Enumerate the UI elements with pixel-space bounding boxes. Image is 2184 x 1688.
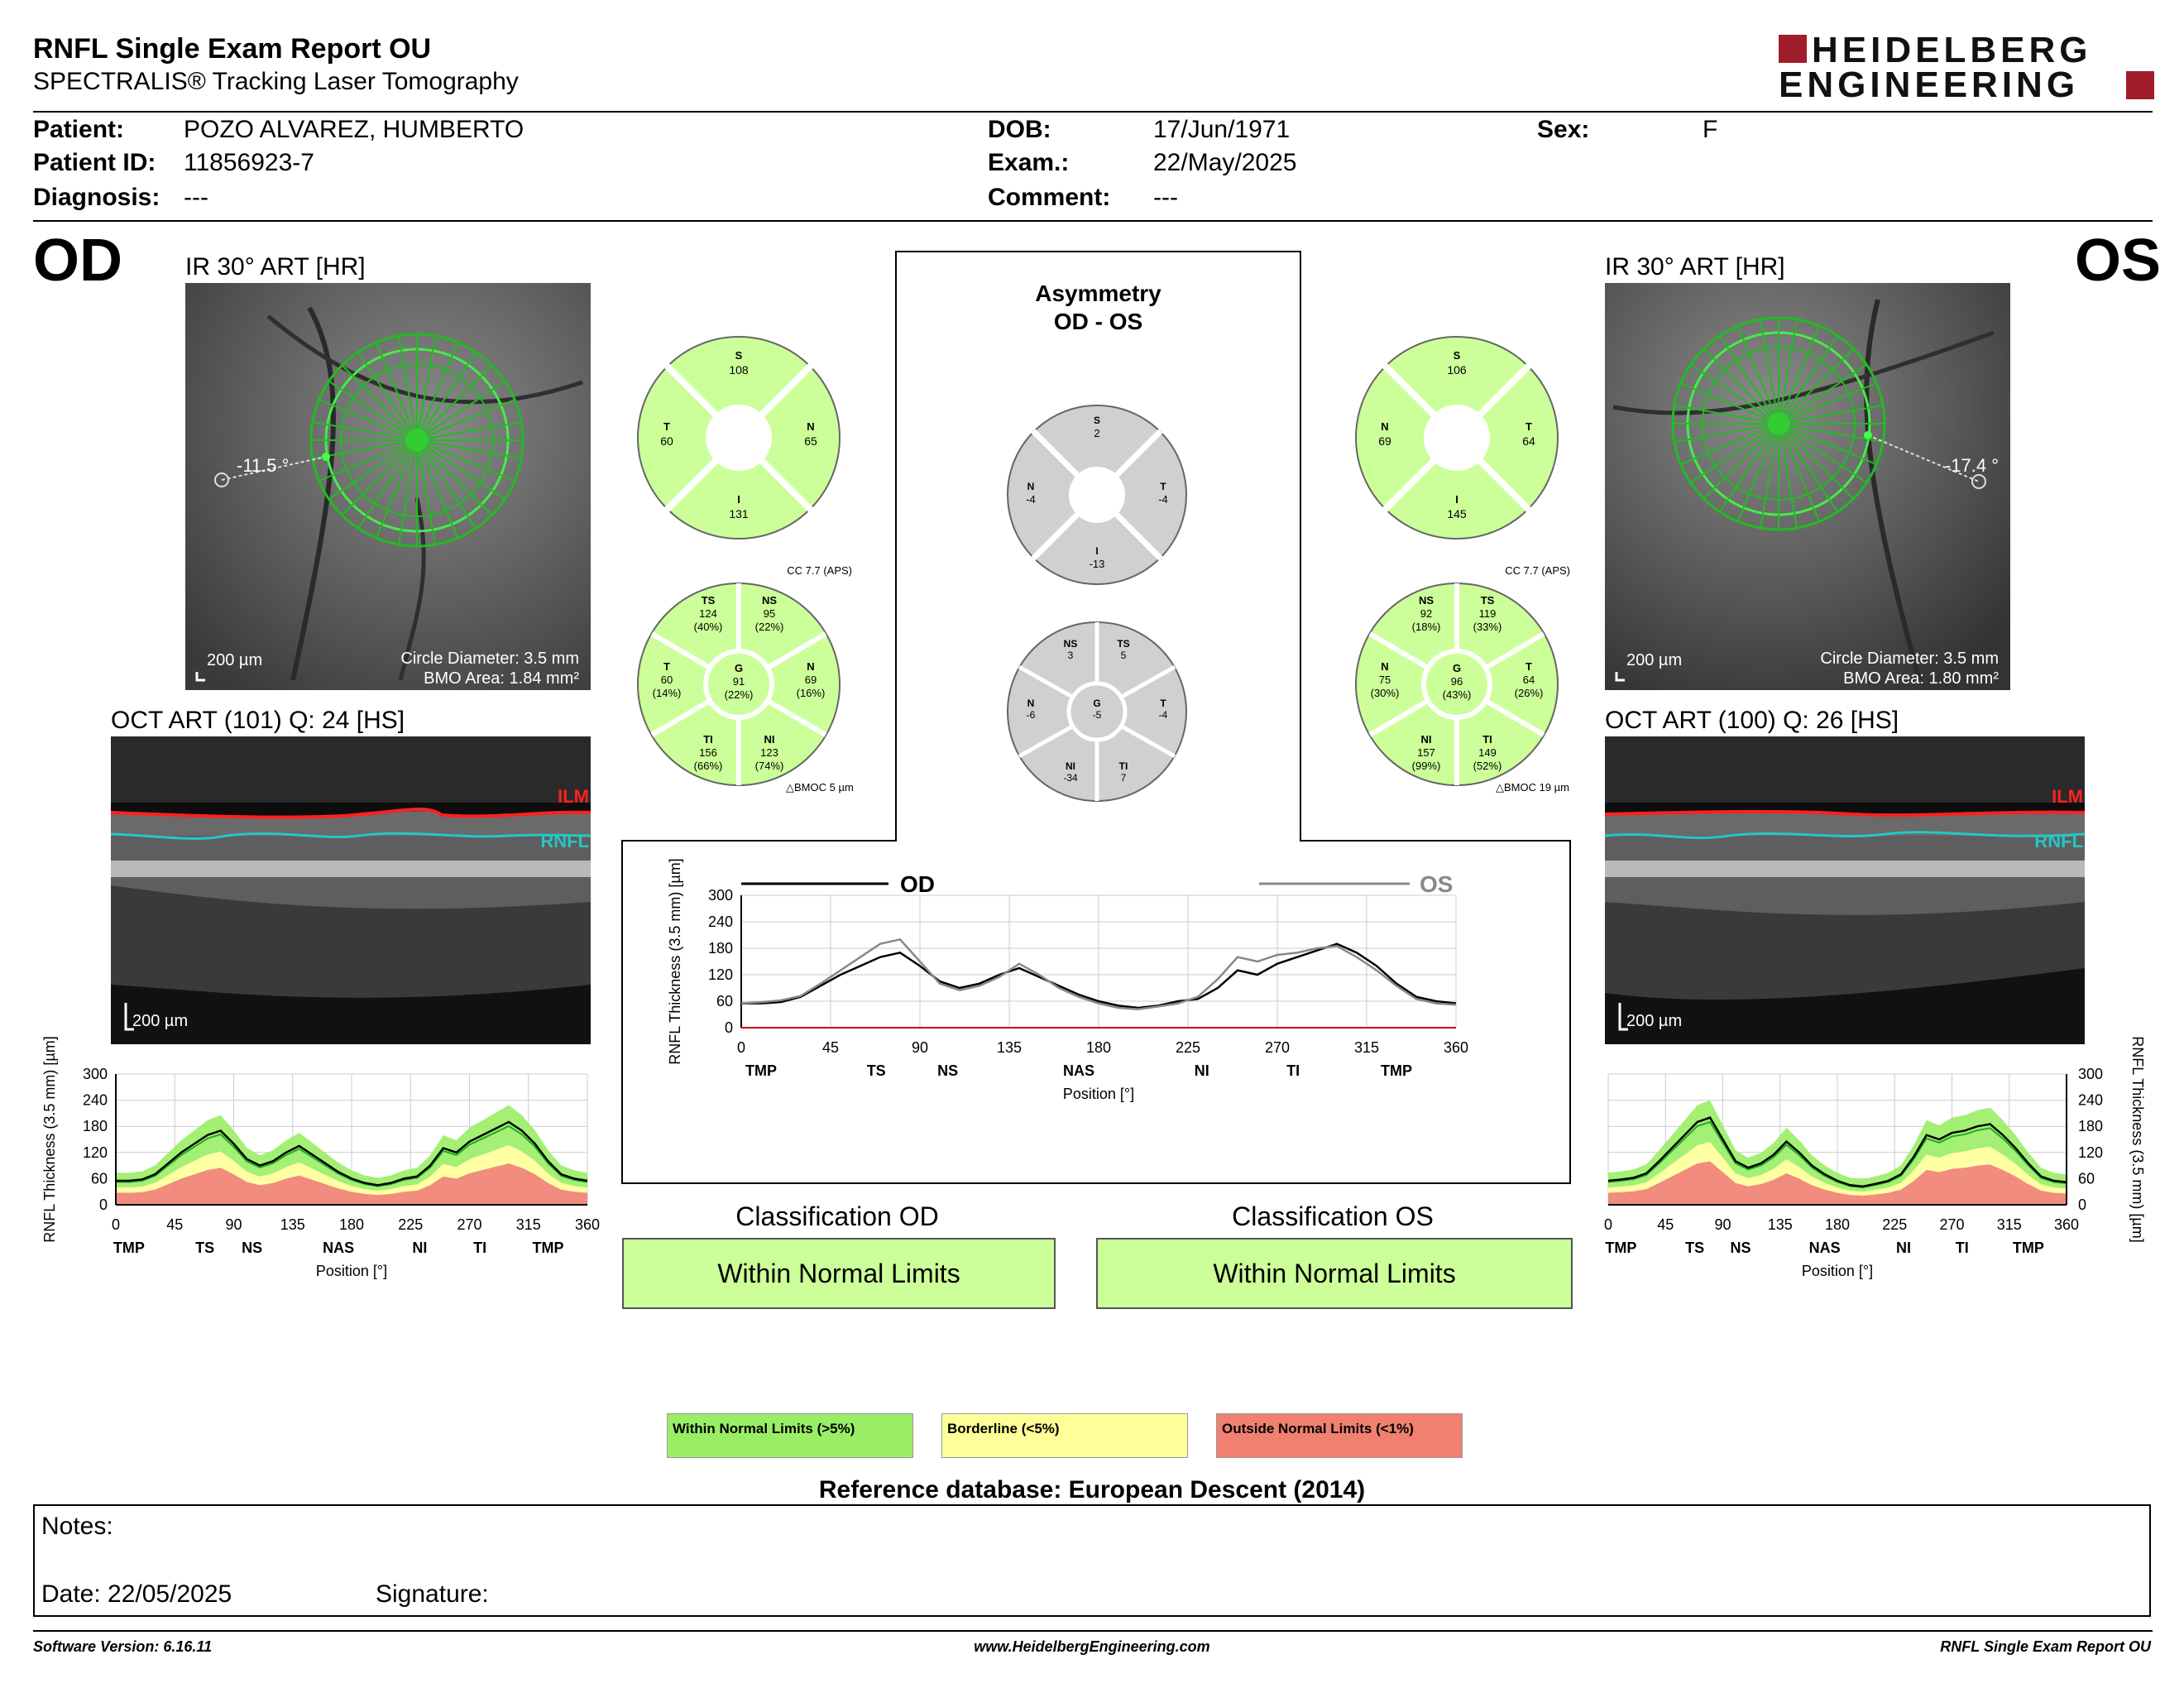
od-profile-ylabel: RNFL Thickness (3.5 mm) [µm]	[41, 1036, 58, 1243]
od-classification-label: Classification OD	[735, 1201, 939, 1231]
report-title: RNFL Single Exam Report OU	[33, 33, 432, 65]
delta-icon: △	[1496, 781, 1504, 794]
os-n6-value: 75	[1378, 674, 1391, 686]
os-profile-xtick-label: 315	[1996, 1216, 2022, 1233]
os-ti-pct: (52%)	[1473, 760, 1502, 772]
od-profile-ytick-label: 240	[82, 1091, 108, 1109]
od-g-pct: (22%)	[724, 688, 754, 701]
asym-g-letter: G	[1093, 698, 1101, 709]
asym-n6-letter: N	[1027, 698, 1035, 709]
od-profile-ytick-label: 120	[82, 1144, 108, 1161]
patient-value: POZO ALVAREZ, HUMBERTO	[184, 116, 524, 143]
asym-t-letter: T	[1160, 481, 1166, 492]
od-profile-xtick-label: 135	[280, 1216, 305, 1233]
asym-n-letter: N	[1027, 481, 1035, 492]
comparison-xlabel: Position [°]	[1062, 1086, 1135, 1102]
os-oct-scale: 200 µm	[1626, 1012, 1683, 1030]
reference-database: Reference database: European Descent (2014)	[818, 1476, 1366, 1503]
os-i-letter: I	[1455, 493, 1458, 506]
os-profile-sector-label: NAS	[1808, 1240, 1841, 1256]
od-s-value: 108	[729, 363, 749, 376]
os-profile-ylabel: RNFL Thickness (3.5 mm) [µm]	[2129, 1036, 2146, 1243]
od-profile-sector-label: TMP	[113, 1240, 145, 1256]
os-ti-value: 149	[1478, 746, 1497, 759]
asym-g-value: -5	[1092, 709, 1102, 721]
asym-t-value: -4	[1158, 493, 1168, 506]
asym-t6-letter: T	[1160, 698, 1166, 709]
os-s-letter: S	[1453, 349, 1461, 362]
os-ti-letter: TI	[1482, 733, 1492, 746]
os-bmo-area: BMO Area: 1.80 mm²	[1843, 669, 1999, 688]
os-t6-pct: (26%)	[1514, 687, 1544, 699]
report-subtitle: SPECTRALIS® Tracking Laser Tomography	[33, 68, 519, 95]
legend-borderline: Borderline (<5%)	[941, 1413, 1188, 1458]
od-profile-xtick-label: 180	[338, 1216, 365, 1233]
od-profile-xtick-label: 270	[457, 1216, 482, 1233]
od-ts-pct: (40%)	[693, 621, 723, 633]
os-n6-pct: (30%)	[1370, 687, 1400, 699]
sex-label: Sex:	[1537, 116, 1590, 143]
os-g-letter: G	[1452, 662, 1462, 674]
od-oct-scale: 200 µm	[132, 1012, 189, 1030]
os-rnfl-label: RNFL	[2034, 831, 2083, 851]
asym-ns-value: 3	[1067, 650, 1074, 661]
comparison-ytick-label: 240	[707, 914, 733, 930]
od-n-value: 65	[804, 434, 817, 448]
notes-box[interactable]	[33, 1504, 2151, 1617]
exam-label: Exam.:	[988, 149, 1070, 176]
os-profile-xtick-label: 45	[1657, 1216, 1674, 1233]
os-profile-ytick-label: 60	[2078, 1170, 2095, 1187]
os-g-value: 96	[1450, 675, 1463, 688]
od-ns-pct: (22%)	[754, 621, 784, 633]
os-ni-letter: NI	[1420, 733, 1432, 746]
od-i-letter: I	[737, 493, 740, 506]
dob-label: DOB:	[988, 116, 1051, 143]
legend-os-label: OS	[1420, 871, 1454, 897]
os-ni-value: 157	[1417, 746, 1435, 759]
od-ilm-label: ILM	[558, 786, 589, 807]
asym-ts-value: 5	[1120, 650, 1127, 661]
od-ts-letter: TS	[701, 594, 716, 607]
asym-ni-letter: NI	[1066, 760, 1075, 772]
os-ilm-label: ILM	[2052, 786, 2083, 807]
asym-ti-letter: TI	[1118, 760, 1128, 772]
od-t6-pct: (14%)	[652, 687, 682, 699]
od-profile-xtick-label: 315	[515, 1216, 541, 1233]
os-profile-sector-label: TI	[1955, 1240, 1969, 1256]
od-profile-ytick-label: 180	[82, 1118, 108, 1135]
os-profile-xtick-label: 270	[1939, 1216, 1965, 1233]
os-profile-xtick-label: 0	[1603, 1216, 1613, 1233]
footer-divider	[33, 1630, 2153, 1632]
os-ns-value: 92	[1420, 607, 1433, 620]
od-profile-sector-label: NS	[242, 1240, 263, 1256]
os-ns-pct: (18%)	[1411, 621, 1441, 633]
notes-signature: Signature:	[376, 1580, 489, 1608]
comparison-ytick-label: 0	[724, 1019, 733, 1036]
notes-label: Notes:	[41, 1513, 113, 1540]
comparison-xtick-label: 90	[911, 1039, 929, 1056]
comparison-xtick-label: 270	[1264, 1039, 1291, 1056]
os-circle-diameter: Circle Diameter: 3.5 mm	[1820, 650, 1999, 668]
os-profile-sector-label: NI	[1896, 1240, 1912, 1256]
notes-date: Date: 22/05/2025	[41, 1580, 232, 1608]
comment-label: Comment:	[988, 184, 1111, 211]
comparison-sector-label: TS	[866, 1062, 886, 1079]
diagnosis-label: Diagnosis:	[33, 184, 160, 211]
os-ni-pct: (99%)	[1411, 760, 1441, 772]
os-profile-xtick-label: 225	[1882, 1216, 1908, 1233]
comparison-ylabel: RNFL Thickness (3.5 mm) [µm]	[667, 858, 683, 1065]
os-profile-xtick-label: 135	[1767, 1216, 1793, 1233]
os-ir-label: IR 30° ART [HR]	[1605, 253, 1785, 281]
os-profile-sector-label: TMP	[1605, 1240, 1637, 1256]
asymmetry-title-line2: OD - OS	[1053, 309, 1143, 334]
od-n-letter: N	[807, 420, 815, 433]
comparison-ytick-label: 60	[716, 993, 733, 1009]
asym-s-letter: S	[1093, 415, 1101, 426]
asym-s-value: 2	[1094, 427, 1100, 439]
os-ns-letter: NS	[1418, 594, 1434, 607]
od-ir-label: IR 30° ART [HR]	[185, 253, 366, 281]
od-g-value: 91	[732, 675, 745, 688]
comparison-sector-label: TMP	[1381, 1062, 1412, 1079]
os-profile-xlabel: Position [°]	[1801, 1263, 1874, 1279]
od-bmoc-value: BMOC 5 µm	[794, 781, 854, 794]
od-profile-ytick-label: 0	[98, 1196, 108, 1213]
os-ts-value: 119	[1478, 607, 1497, 620]
os-ir-angle: -17.4 °	[1944, 455, 1999, 476]
os-eye-label: OS	[2075, 228, 2162, 294]
os-ts-letter: TS	[1480, 594, 1495, 607]
footer-software: Software Version: 6.16.11	[33, 1638, 213, 1655]
comparison-sector-label: TMP	[745, 1062, 777, 1079]
legend-outside: Outside Normal Limits (<1%)	[1216, 1413, 1463, 1458]
od-t-letter: T	[663, 420, 670, 433]
od-bmo-area: BMO Area: 1.84 mm²	[424, 669, 579, 688]
footer-website[interactable]: www.HeidelbergEngineering.com	[974, 1638, 1210, 1655]
asym-i-letter: I	[1095, 545, 1099, 557]
comparison-xtick-label: 0	[736, 1039, 746, 1056]
asymmetry-title-line1: Asymmetry	[1035, 281, 1161, 306]
asym-ni-value: -34	[1063, 772, 1078, 784]
asym-n-value: -4	[1026, 493, 1036, 506]
os-n-letter: N	[1381, 420, 1389, 433]
patient-id-value: 11856923-7	[184, 149, 314, 176]
od-n6-pct: (16%)	[796, 687, 826, 699]
dob-value: 17/Jun/1971	[1153, 116, 1291, 143]
od-profile-sector-label: TI	[473, 1240, 487, 1256]
comparison-xtick-label: 360	[1443, 1039, 1469, 1056]
os-t-letter: T	[1525, 420, 1532, 433]
comparison-sector-label: NI	[1194, 1062, 1209, 1079]
os-t-value: 64	[1522, 434, 1535, 448]
od-ir-angle: -11.5 °	[237, 455, 290, 476]
od-profile-sector-label: TS	[195, 1240, 215, 1256]
comparison-xtick-label: 45	[821, 1039, 840, 1056]
od-rnfl-label: RNFL	[540, 831, 589, 851]
od-ns-value: 95	[763, 607, 776, 620]
od-classification-box: Within Normal Limits	[622, 1238, 1056, 1309]
os-ir-scale: 200 µm	[1626, 651, 1683, 669]
asym-ns-letter: NS	[1063, 638, 1078, 650]
od-cc-label: CC 7.7 (APS)	[787, 564, 852, 577]
od-profile-xtick-label: 90	[225, 1216, 242, 1233]
os-profile-chart	[1608, 1074, 2067, 1205]
asym-ts-letter: TS	[1117, 638, 1130, 650]
od-t6-letter: T	[663, 660, 670, 673]
od-i-value: 131	[729, 507, 749, 520]
os-s-value: 106	[1447, 363, 1467, 376]
od-t-value: 60	[660, 434, 673, 448]
patient-label: Patient:	[33, 116, 125, 143]
logo-line2: ENGINEERING	[1779, 65, 2080, 105]
os-profile-xtick-label: 360	[2053, 1216, 2080, 1233]
od-circle-diameter: Circle Diameter: 3.5 mm	[400, 650, 579, 668]
od-profile-xtick-label: 0	[111, 1216, 121, 1233]
od-ni-letter: NI	[764, 733, 775, 746]
od-ts-value: 124	[699, 607, 717, 620]
comparison-sector-label: TI	[1286, 1062, 1300, 1079]
asym-n6-value: -6	[1026, 709, 1036, 721]
comparison-ytick-label: 180	[707, 940, 733, 957]
os-cc-label: CC 7.7 (APS)	[1505, 564, 1570, 577]
od-g-letter: G	[734, 662, 744, 674]
od-profile-chart	[116, 1074, 587, 1205]
od-profile-ytick-label: 300	[82, 1066, 108, 1082]
od-profile-sector-label: NAS	[323, 1240, 355, 1256]
od-eye-label: OD	[33, 228, 122, 294]
od-oct-label: OCT ART (101) Q: 24 [HS]	[111, 707, 405, 734]
os-ts-pct: (33%)	[1473, 621, 1502, 633]
os-profile-sector-label: TS	[1685, 1240, 1705, 1256]
footer-report: RNFL Single Exam Report OU	[1940, 1638, 2151, 1655]
os-classification-box: Within Normal Limits	[1096, 1238, 1573, 1309]
od-ti-letter: TI	[703, 733, 713, 746]
delta-icon: △	[786, 781, 794, 794]
os-n-value: 69	[1378, 434, 1391, 448]
sex-value: F	[1703, 116, 1718, 143]
comparison-sector-label: NAS	[1062, 1062, 1095, 1079]
legend-normal: Within Normal Limits (>5%)	[667, 1413, 913, 1458]
asym-ti-value: 7	[1120, 772, 1127, 784]
os-profile-xtick-label: 180	[1824, 1216, 1851, 1233]
os-profile-ytick-label: 240	[2078, 1091, 2104, 1109]
od-profile-sector-label: TMP	[532, 1240, 564, 1256]
comparison-ytick-label: 120	[707, 966, 733, 983]
od-profile-xtick-label: 360	[574, 1216, 601, 1233]
comparison-xtick-label: 180	[1085, 1039, 1112, 1056]
asym-t6-value: -4	[1158, 709, 1168, 721]
os-t6-value: 64	[1522, 674, 1535, 686]
os-profile-ytick-label: 120	[2078, 1144, 2104, 1161]
os-t6-letter: T	[1525, 660, 1532, 673]
comparison-ytick-label: 300	[707, 887, 733, 904]
os-oct-label: OCT ART (100) Q: 26 [HS]	[1605, 707, 1899, 734]
od-ns-letter: NS	[761, 594, 778, 607]
comparison-chart	[741, 895, 1456, 1028]
comment-value: ---	[1153, 184, 1178, 211]
os-i-value: 145	[1447, 507, 1467, 520]
exam-value: 22/May/2025	[1153, 149, 1297, 176]
diagnosis-value: ---	[184, 184, 208, 211]
comparison-xtick-label: 225	[1175, 1039, 1201, 1056]
od-n6-letter: N	[807, 660, 815, 673]
legend-od-label: OD	[900, 871, 935, 897]
os-g-pct: (43%)	[1442, 688, 1472, 701]
os-profile-sector-label: TMP	[2012, 1240, 2044, 1256]
os-profile-ytick-label: 300	[2078, 1066, 2104, 1082]
os-profile-ytick-label: 0	[2078, 1196, 2087, 1213]
od-ti-value: 156	[699, 746, 717, 759]
od-n6-value: 69	[804, 674, 817, 686]
od-ni-pct: (74%)	[754, 760, 784, 772]
od-profile-ytick-label: 60	[90, 1170, 108, 1187]
od-ti-pct: (66%)	[693, 760, 723, 772]
od-profile-xlabel: Position [°]	[315, 1263, 388, 1279]
od-ir-scale: 200 µm	[207, 651, 263, 669]
asym-i-value: -13	[1089, 558, 1105, 570]
od-profile-sector-label: NI	[412, 1240, 428, 1256]
os-classification-label: Classification OS	[1232, 1201, 1434, 1231]
od-s-letter: S	[735, 349, 743, 362]
logo-line1: HEIDELBERG	[1812, 30, 2092, 70]
od-profile-xtick-label: 45	[166, 1216, 184, 1233]
os-bmoc-value: BMOC 19 µm	[1504, 781, 1570, 794]
os-n6-letter: N	[1381, 660, 1389, 673]
os-profile-ytick-label: 180	[2078, 1118, 2104, 1135]
od-t6-value: 60	[660, 674, 673, 686]
comparison-sector-label: NS	[937, 1062, 959, 1079]
od-ni-value: 123	[760, 746, 778, 759]
patient-id-label: Patient ID:	[33, 149, 156, 176]
comparison-xtick-label: 135	[996, 1039, 1023, 1056]
os-profile-xtick-label: 90	[1714, 1216, 1731, 1233]
os-profile-sector-label: NS	[1730, 1240, 1751, 1256]
comparison-xtick-label: 315	[1353, 1039, 1380, 1056]
od-profile-xtick-label: 225	[398, 1216, 424, 1233]
